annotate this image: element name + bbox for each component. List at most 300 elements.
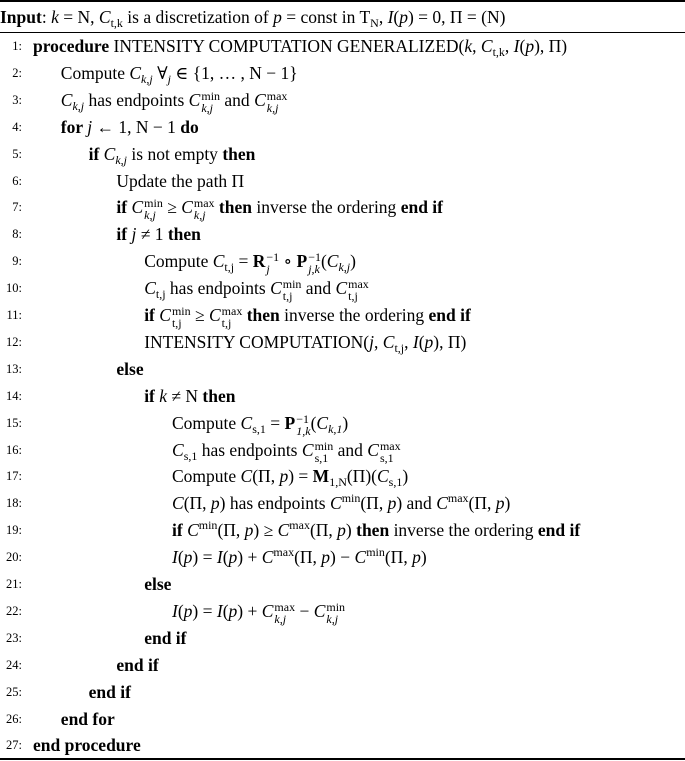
math-variable: p: [321, 547, 331, 568]
line-number: 7:: [12, 200, 22, 215]
text: ,: [374, 331, 383, 352]
algorithm-line: [0, 194, 685, 223]
line-content: [144, 248, 356, 275]
text: (Π,: [384, 547, 413, 568]
superscript: max: [273, 545, 295, 560]
line-content: [61, 114, 199, 140]
subscript: t,j: [282, 289, 293, 304]
subscript: t,j: [348, 289, 358, 304]
text: ≥: [162, 197, 182, 218]
text: ∘: [279, 251, 297, 272]
math-variable: C: [103, 143, 116, 164]
math-variable: p: [387, 493, 397, 514]
text: ,: [378, 7, 388, 27]
text: (Π,: [360, 493, 388, 514]
line-number: 26:: [6, 711, 22, 726]
algorithm-line: [0, 329, 685, 355]
line-content: [116, 356, 143, 382]
sup-sub-stack: [296, 413, 310, 437]
text: ) +: [237, 547, 262, 568]
subscript: j: [167, 71, 171, 86]
math-variable: C: [261, 547, 274, 568]
superscript: min: [366, 545, 385, 560]
keyword: end for: [60, 708, 115, 729]
algorithm-line: [0, 410, 685, 436]
text: has endpoints: [84, 89, 189, 110]
line-content: [89, 679, 131, 705]
line-number: 19:: [6, 523, 22, 538]
sup-sub-stack: [380, 440, 401, 464]
math-variable: C: [159, 305, 171, 325]
text: (: [310, 412, 317, 433]
math-variable: C: [144, 278, 156, 299]
sup-sub-stack: [274, 601, 295, 625]
sup-sub-stack: [315, 440, 334, 464]
subscript: t,k: [110, 16, 123, 30]
superscript: max: [348, 277, 369, 292]
math-variable: C: [240, 466, 253, 487]
keyword: if: [116, 197, 132, 218]
keyword: if: [144, 305, 160, 325]
superscript: min: [171, 304, 191, 318]
math-variable: p: [525, 36, 535, 56]
text: ← 1, N − 1: [92, 116, 181, 137]
text: = const in T: [281, 7, 371, 27]
math-variable: I: [387, 7, 394, 27]
math-variable: C: [354, 547, 367, 568]
text: ∀: [152, 62, 168, 83]
math-variable: p: [273, 7, 282, 27]
text: ) = 0, Π = (N): [407, 7, 506, 27]
line-content: [33, 732, 141, 758]
algorithm-line: [0, 706, 685, 732]
algorithm-line: [0, 33, 685, 59]
math-variable: C: [270, 278, 282, 299]
algorithm-line: [0, 221, 685, 247]
superscript: max: [289, 518, 310, 533]
line-content: [172, 410, 348, 437]
superscript: min: [144, 196, 163, 211]
text: and: [301, 278, 336, 299]
superscript: min: [341, 491, 361, 506]
line-number: 5:: [12, 146, 22, 161]
subscript: t,j: [221, 316, 232, 330]
text: =: [234, 251, 253, 272]
line-number: 2:: [12, 65, 22, 80]
math-variable: C: [254, 89, 266, 110]
math-variable: j: [131, 224, 137, 245]
text: ): [350, 251, 356, 272]
keyword: for: [60, 116, 88, 137]
subscript: j: [266, 262, 270, 277]
line-number: 11:: [6, 308, 22, 322]
line-content: [144, 329, 466, 355]
keyword: end procedure: [33, 735, 141, 756]
keyword: end if: [116, 654, 159, 675]
sup-sub-stack: [172, 305, 191, 329]
math-variable: C: [316, 412, 329, 433]
subscript: k,j: [266, 100, 279, 115]
text: Compute: [60, 62, 130, 83]
algorithm-line: [0, 463, 685, 489]
subscript: 1,k: [296, 423, 311, 438]
line-number: 17:: [6, 469, 22, 484]
keyword: end if: [537, 520, 581, 541]
math-variable: p: [183, 547, 193, 568]
sup-sub-stack: [348, 278, 369, 302]
keyword: then: [202, 385, 236, 406]
text: ): [402, 466, 409, 487]
line-number: 6:: [12, 173, 22, 188]
keyword: procedure: [33, 36, 110, 56]
algorithm-line: [0, 168, 685, 194]
bottom-rule: [0, 758, 685, 760]
line-number: 10:: [6, 281, 22, 296]
line-content: [172, 544, 427, 570]
math-variable: C: [436, 493, 448, 514]
keyword: end if: [428, 305, 471, 325]
text: (Π)(: [346, 466, 377, 487]
line-content: [144, 302, 471, 329]
algorithm-line: [0, 732, 685, 758]
line-content: [116, 221, 201, 247]
keyword: then: [167, 224, 201, 245]
line-content: [172, 437, 401, 464]
math-variable: I: [216, 547, 223, 568]
sup-sub-stack: [222, 305, 243, 329]
text: ) has endpoints: [219, 493, 330, 514]
text: inverse the ordering: [251, 197, 401, 218]
line-number: 23:: [6, 630, 22, 645]
line-number: 24:: [6, 657, 22, 672]
text: (: [418, 331, 425, 352]
math-variable: C: [208, 305, 221, 325]
text: Compute: [144, 251, 213, 272]
math-variable: k: [159, 385, 168, 406]
line-content: [33, 33, 567, 59]
algorithm-line: [0, 517, 685, 543]
subscript: t,j: [394, 340, 405, 355]
math-variable: C: [330, 493, 342, 514]
text: Compute: [172, 466, 241, 487]
keyword: then: [214, 197, 252, 218]
superscript: min: [314, 438, 334, 453]
text: = N,: [58, 7, 99, 27]
text: ,: [472, 36, 481, 56]
math-variable: C: [382, 331, 395, 352]
math-variable: C: [313, 600, 326, 621]
line-number: 15:: [6, 415, 22, 430]
line-number: 16:: [6, 442, 22, 457]
text: (: [222, 547, 229, 568]
line-number: 22:: [6, 603, 22, 618]
subscript: s,1: [183, 448, 198, 463]
keyword: if: [144, 385, 160, 406]
sup-sub-stack: [267, 90, 288, 114]
math-operator: R: [252, 251, 266, 272]
sup-sub-stack: [326, 601, 345, 625]
line-content: [61, 706, 115, 732]
superscript: max: [274, 599, 296, 614]
line-number: 1:: [12, 39, 22, 53]
text: ): [345, 520, 357, 541]
subscript: k,1: [328, 421, 343, 436]
algorithm-line: [0, 302, 685, 328]
algorithm-line: [0, 571, 685, 597]
text: ) =: [192, 547, 217, 568]
superscript: min: [326, 599, 346, 614]
text: :: [41, 7, 52, 27]
subscript: k,j: [274, 611, 287, 626]
math-variable: C: [261, 600, 274, 621]
algorithm-line: [0, 544, 685, 570]
keyword: if: [172, 520, 188, 541]
text: ) =: [192, 600, 217, 621]
math-variable: p: [424, 331, 434, 352]
math-variable: C: [376, 466, 389, 487]
math-variable: C: [172, 439, 184, 460]
line-number: 3:: [12, 92, 22, 107]
math-variable: p: [228, 547, 238, 568]
text: (: [222, 600, 229, 621]
math-variable: C: [367, 439, 379, 460]
keyword: end if: [400, 197, 443, 218]
math-variable: C: [326, 251, 339, 272]
keyword: end if: [88, 681, 131, 702]
line-number: 27:: [6, 738, 22, 753]
subscript: t,j: [171, 316, 182, 330]
line-content: [116, 194, 443, 221]
algorithm-line: [0, 490, 685, 516]
subscript: k,j: [72, 98, 85, 113]
line-content: [61, 60, 298, 86]
math-variable: p: [399, 7, 408, 27]
math-variable: C: [212, 251, 225, 272]
math-variable: C: [98, 7, 111, 27]
superscript: min: [198, 518, 218, 533]
line-number: 14:: [6, 388, 22, 403]
math-variable: p: [244, 520, 254, 541]
math-variable: I: [513, 36, 520, 56]
sup-sub-stack: [283, 278, 302, 302]
text: (: [393, 7, 400, 27]
superscript: max: [266, 88, 288, 103]
line-content: [116, 652, 158, 678]
text: −: [295, 600, 314, 621]
text: ) and: [396, 493, 437, 514]
text: ): [504, 493, 511, 514]
line-number: 12:: [6, 334, 22, 349]
keyword: else: [116, 358, 144, 379]
superscript: min: [282, 277, 302, 292]
keyword: do: [180, 116, 199, 137]
subscript: t,j: [224, 260, 235, 275]
subscript: 1,N: [329, 475, 347, 490]
algorithm-line: [0, 383, 685, 409]
text: ,: [504, 36, 514, 56]
algorithm-line: [0, 437, 685, 463]
superscript: −1: [308, 250, 321, 265]
sup-sub-stack: [266, 251, 279, 275]
text: (Π,: [468, 493, 496, 514]
subscript: j,k: [308, 262, 320, 277]
text: has endpoints: [165, 278, 271, 299]
keyword: if: [88, 143, 104, 164]
math-variable: j: [87, 116, 93, 137]
math-variable: C: [172, 493, 184, 514]
text: ≥: [190, 305, 209, 325]
algorithm-line: [0, 141, 685, 167]
text: (Π,: [183, 493, 211, 514]
subscript: N: [370, 16, 379, 30]
superscript: max: [379, 438, 401, 453]
line-content: [144, 275, 369, 302]
line-number: 21:: [6, 577, 22, 591]
line-content: [172, 490, 510, 516]
subscript: s,1: [379, 450, 394, 465]
math-variable: p: [412, 547, 421, 568]
text: ) −: [330, 547, 355, 568]
math-variable: I: [172, 600, 178, 621]
subscript: k,j: [144, 208, 156, 223]
keyword: end if: [144, 627, 187, 648]
keyword: Input: [0, 7, 42, 27]
text: ) ≥: [253, 520, 278, 541]
superscript: −1: [296, 411, 310, 426]
algorithm-line: [0, 679, 685, 705]
math-variable: p: [210, 493, 220, 514]
line-content: [144, 383, 235, 409]
subscript: s,1: [314, 450, 329, 465]
sup-sub-stack: [144, 197, 163, 221]
superscript: min: [201, 88, 221, 103]
algorithm-line: [0, 60, 685, 86]
subscript: t,k: [492, 45, 505, 59]
math-variable: j: [369, 331, 375, 352]
math-operator: M: [312, 466, 330, 487]
sup-sub-stack: [308, 251, 321, 275]
line-content: [116, 168, 244, 194]
text: ) +: [237, 600, 262, 621]
keyword: then: [222, 143, 256, 164]
math-variable: k: [51, 7, 59, 27]
line-content: [61, 87, 288, 114]
text: ,: [404, 331, 413, 352]
math-variable: k: [464, 36, 473, 56]
math-variable: C: [335, 278, 348, 299]
text: ), Π): [433, 331, 467, 352]
math-variable: p: [228, 600, 238, 621]
algorithm-line: [0, 87, 685, 113]
text: is a discretization of: [122, 7, 274, 27]
line-number: 8:: [12, 227, 22, 242]
text: ): [342, 412, 349, 433]
math-variable: C: [277, 520, 290, 541]
subscript: k,j: [338, 260, 351, 275]
text: (Π,: [309, 520, 338, 541]
algorithm-line: [0, 275, 685, 304]
math-operator: P: [296, 251, 308, 272]
text: =: [265, 412, 285, 433]
line-content: [144, 571, 171, 597]
text: (: [177, 547, 184, 568]
line-number: 20:: [6, 550, 22, 565]
text: ): [420, 547, 427, 568]
sup-sub-stack: [201, 90, 220, 114]
line-number: 9:: [12, 254, 22, 269]
text: is not empty: [127, 143, 223, 164]
keyword: else: [144, 574, 172, 594]
line-number: 4:: [12, 119, 22, 134]
line-number: 18:: [6, 496, 22, 511]
text: (: [519, 36, 526, 56]
math-variable: C: [131, 197, 144, 218]
algorithm-line: [0, 114, 685, 140]
line-content: [144, 625, 186, 651]
text: (Π,: [252, 466, 280, 487]
math-variable: I: [412, 331, 419, 352]
math-variable: I: [216, 600, 223, 621]
text: and: [333, 439, 368, 460]
sup-sub-stack: [194, 197, 215, 221]
superscript: max: [193, 196, 215, 211]
subscript: k,j: [193, 208, 206, 223]
text: inverse the ordering: [389, 520, 538, 541]
algorithm-line: [0, 248, 685, 277]
math-variable: C: [301, 439, 314, 460]
subscript: s,1: [252, 421, 266, 436]
math-variable: p: [183, 600, 193, 621]
math-operator: P: [284, 412, 296, 433]
superscript: max: [447, 491, 469, 506]
text: INTENSITY COMPUTATION(: [144, 331, 370, 352]
text: has endpoints: [197, 439, 302, 460]
text: ≠ 1: [136, 224, 168, 245]
text: (: [320, 251, 327, 272]
math-variable: C: [181, 197, 193, 218]
algorithm-line: [0, 356, 685, 382]
math-variable: C: [240, 412, 253, 433]
line-content: [172, 517, 580, 543]
subscript: k,j: [115, 152, 128, 167]
text: Compute: [172, 412, 241, 433]
line-content: [172, 598, 345, 625]
subscript: k,j: [201, 100, 214, 115]
text: INTENSITY COMPUTATION GENERALIZED(: [109, 36, 465, 56]
algorithm-line: [0, 652, 685, 678]
math-variable: C: [480, 36, 493, 56]
subscript: s,1: [388, 475, 403, 490]
math-variable: p: [279, 466, 289, 487]
text: (: [177, 600, 184, 621]
text: (Π,: [294, 547, 322, 568]
math-variable: C: [129, 62, 142, 83]
line-number: 25:: [6, 684, 22, 699]
math-variable: p: [337, 520, 346, 541]
text: and: [220, 89, 255, 110]
subscript: k,j: [141, 71, 153, 86]
keyword: then: [356, 520, 390, 541]
subscript: k,j: [326, 611, 339, 626]
algorithm-line: [0, 625, 685, 651]
text: inverse the ordering: [279, 305, 429, 325]
math-variable: C: [188, 89, 201, 110]
keyword: if: [116, 224, 132, 245]
line-content: [172, 463, 408, 489]
math-variable: p: [495, 493, 505, 514]
math-variable: C: [187, 520, 199, 541]
text: (Π,: [217, 520, 245, 541]
